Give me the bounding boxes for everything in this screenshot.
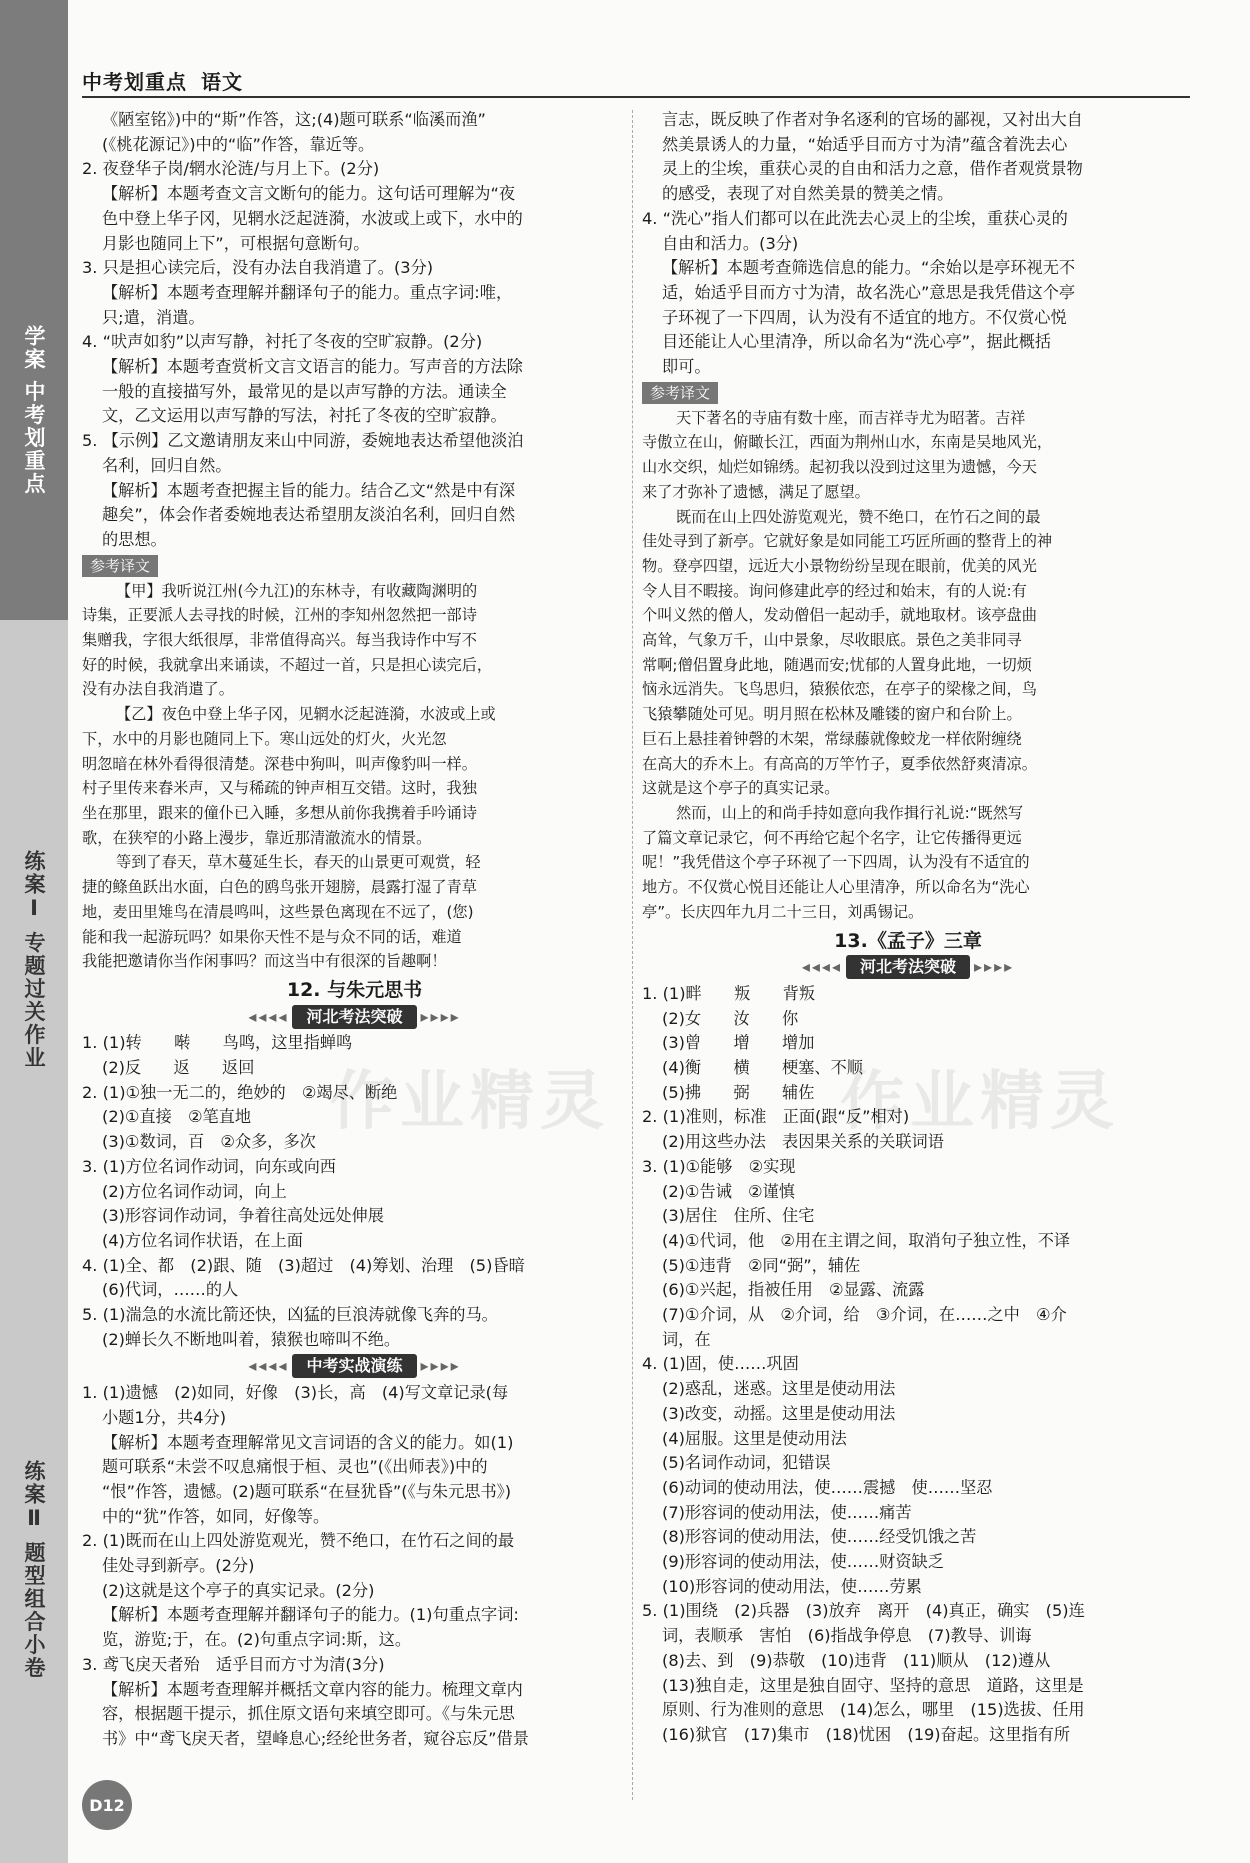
text-line: 我能把邀请你当作闲事吗？而这当中有很深的旨趣啊！ bbox=[82, 952, 447, 971]
text-line: 【解析】本题考查理解并翻译句子的能力。(1)句重点字词: bbox=[102, 1605, 519, 1625]
text-line: 2. (1)①独一无二的，绝妙的 ②竭尽、断绝 bbox=[82, 1082, 398, 1102]
text-line: 【解析】本题考查把握主旨的能力。结合乙文“然是中有深 bbox=[102, 480, 516, 500]
translation-tag: 参考译文 bbox=[82, 555, 158, 577]
text-line: 适，始适乎目而方寸为清，故名洗心”意思是我凭借这个亭 bbox=[662, 282, 1076, 302]
text-line: (3)形容词作动词，争着往高处远处伸展 bbox=[102, 1206, 384, 1226]
text-line: (9)形容词的使动用法，使……财资缺乏 bbox=[662, 1552, 944, 1572]
page-header bbox=[82, 66, 243, 95]
text-line: (2)用这些办法 表因果关系的关联词语 bbox=[662, 1132, 944, 1152]
header-rule bbox=[82, 96, 1190, 98]
text-line: 一般的直接描写外，最常见的是以声写静的方法。通读全 bbox=[102, 381, 507, 401]
section-band-label: 中考实战演练 bbox=[292, 1354, 416, 1378]
text-line: 题可联系“未尝不叹息痛恨于桓、灵也”(《出师表》)中的 bbox=[102, 1457, 488, 1477]
text-line: 子环视了一下四周，认为没有不适宜的地方。不仅赏心悦 bbox=[662, 307, 1067, 327]
text-line: (8)去、到 (9)恭敬 (10)违背 (11)顺从 (12)遵从 bbox=[662, 1650, 1051, 1670]
header-title: 中考划重点 bbox=[82, 70, 187, 94]
text-line: 4. (1)固，使……巩固 bbox=[642, 1354, 799, 1374]
text-line: (3)曾 增 增加 bbox=[662, 1033, 815, 1053]
text-line: (2)惑乱，迷惑。这里是使动用法 bbox=[662, 1379, 896, 1399]
text-line: 原则、行为准则的意思 (14)怎么，哪里 (15)选拔、任用 bbox=[662, 1700, 1085, 1720]
text-line: 村子里传来舂米声，又与稀疏的钟声相互交错。这时，我独 bbox=[82, 779, 477, 798]
text-line: 3. 鸢飞戾天者殆 适乎目而方寸为清(3分) bbox=[82, 1654, 385, 1674]
text-line: (16)狱官 (17)集市 (18)忧困 (19)奋起。这里指有所 bbox=[662, 1725, 1071, 1744]
section-band-label: 河北考法突破 bbox=[292, 1005, 416, 1029]
text-line: 来了才弥补了遗憾，满足了愿望。 bbox=[642, 482, 870, 501]
text-line: 然而，山上的和尚手持如意向我作揖行礼说:“既然写 bbox=[676, 803, 1024, 822]
text-line: 高耸，气象万千，山中景象，尽收眼底。景色之美非同寻 bbox=[642, 631, 1022, 650]
watermark: 作业精灵 bbox=[840, 1065, 1120, 1139]
page-number: D12 bbox=[82, 1780, 132, 1830]
text-line: (7)形容词的使动用法，使……痛苦 bbox=[662, 1502, 912, 1522]
text-line: 4. “洗心”指人们都可以在此洗去心灵上的尘埃，重获心灵的 bbox=[642, 208, 1068, 228]
text-line: 目还能让人心里清净，所以命名为“洗心亭”，据此概括 bbox=[662, 332, 1052, 352]
text-line: (8)形容词的使动用法，使……经受饥饿之苦 bbox=[662, 1527, 977, 1547]
text-line: 捷的鲦鱼跃出水面，白色的鸥鸟张开翅膀，晨露打湿了青草 bbox=[82, 878, 477, 897]
text-line: 小题1分，共4分) bbox=[102, 1407, 227, 1427]
section-title: 12. 与朱元思书 bbox=[286, 978, 423, 1001]
text-line: 寺傲立在山，俯瞰长江，西面为荆州山水，东南是吴地风光， bbox=[642, 433, 1053, 452]
text-line: 佳处寻到了新亭。它就好象是如同能工巧匠所画的整背上的神 bbox=[642, 532, 1053, 551]
text-line: (4)衡 横 梗塞、不顺 bbox=[662, 1058, 863, 1078]
text-line: 好的时候，我就拿出来诵读，不超过一首，只是担心读完后， bbox=[82, 655, 493, 674]
text-line: 等到了春天，草木蔓延生长，春天的山景更可观赏，轻 bbox=[116, 853, 481, 872]
text-line: 佳处寻到新亭。(2分) bbox=[102, 1556, 255, 1576]
text-line: 书》中“鸢飞戾天者，望峰息心;经纶世务者，窥谷忘反”借景 bbox=[102, 1729, 529, 1748]
text-line: (13)独自走，这里是独自固守、坚持的意思 道路，这里是 bbox=[662, 1675, 1084, 1695]
text-line: 容，根据题干提示，抓住原文语句来填空即可。《与朱元思 bbox=[102, 1704, 515, 1724]
text-line: 呢！”我凭借这个亭子环视了一下四周，认为没有不适宜的 bbox=[642, 853, 1030, 872]
text-line: 没有办法自我消遣了。 bbox=[82, 680, 234, 699]
text-line: “恨”作答，遗憾。(2)题可联系“在昼犹昏”(《与朱元思书》) bbox=[102, 1481, 512, 1501]
text-line: (3)改变，动摇。这里是使动用法 bbox=[662, 1403, 896, 1423]
text-line: 1. (1)遗憾 (2)如同，好像 (3)长，高 (4)写文章记录(每 bbox=[82, 1383, 509, 1403]
text-line: 5. (1)湍急的水流比箭还快，凶猛的巨浪涛就像飞奔的马。 bbox=[82, 1305, 498, 1325]
text-line: 【解析】本题考查理解常见文言词语的含义的能力。如(1) bbox=[102, 1432, 514, 1452]
text-line: 坐在那里，跟来的僮仆已入睡，多想从前你我携着手吟诵诗 bbox=[82, 803, 477, 822]
text-line: (10)形容词的使动用法，使……劳累 bbox=[662, 1576, 922, 1596]
text-line: 中的“犹”作答，如同，好像等。 bbox=[102, 1506, 330, 1526]
text-line: 山水交织，灿烂如锦绣。起初我以没到过这里为遗憾，今天 bbox=[642, 458, 1037, 477]
text-line: 这就是这个亭子的真实记录。 bbox=[642, 779, 840, 798]
text-line: 1. (1)转 啭 鸟鸣，这里指蝉鸣 bbox=[82, 1033, 353, 1053]
text-line: 明忽暗在林外看得很清楚。深巷中狗叫，叫声像豹叫一样。 bbox=[82, 754, 477, 773]
text-line: 天下著名的寺庙有数十座，而吉祥寺尤为昭著。吉祥 bbox=[676, 408, 1026, 427]
text-line: (4)屈服。这里是使动用法 bbox=[662, 1428, 847, 1448]
sidebar-tab-label: 学案 中考划重点 bbox=[22, 324, 46, 496]
text-line: (6)动词的使动用法，使……震撼 使……坚忍 bbox=[662, 1477, 993, 1497]
text-line: 集赠我，字很大纸很厚，非常值得高兴。每当我诗作中写不 bbox=[82, 631, 477, 650]
text-line: 【甲】我听说江州(今九江)的东林寺，有收藏陶渊明的 bbox=[116, 581, 478, 600]
text-line: 歌，在狭窄的小路上漫步，靠近那清澈流水的情景。 bbox=[82, 828, 432, 847]
text-line: 个叫义然的僧人，发动僧侣一起动手，就地取材。该亭盘曲 bbox=[642, 606, 1037, 625]
text-line: (2)①直接 ②笔直地 bbox=[102, 1107, 252, 1127]
text-line: (4)①代词，他 ②用在主谓之间，取消句子独立性，不译 bbox=[662, 1230, 1071, 1250]
sidebar-tab-lianan1[interactable] bbox=[0, 820, 68, 1100]
text-line: 4. “吠声如豹”以声写静，衬托了冬夜的空旷寂静。(2分) bbox=[82, 332, 483, 352]
text-line: (6)代词，……的人 bbox=[102, 1280, 239, 1300]
sidebar-tab-label: 练案Ⅰ 专题过关作业 bbox=[22, 850, 46, 1070]
text-line: 了篇文章记录它，何不再给它起个名字，让它传播得更远 bbox=[642, 828, 1022, 847]
text-line: 5. (1)围绕 (2)兵器 (3)放弃 离开 (4)真正，确实 (5)连 bbox=[642, 1601, 1085, 1621]
section-band: ◂◂◂◂ 河北考法突破 ▸▸▸▸ bbox=[642, 955, 1174, 980]
text-line: 2. 夜登华子岗/辋水沦涟/与月上下。(2分) bbox=[82, 159, 380, 179]
text-line: 的思想。 bbox=[102, 529, 167, 549]
header-subject: 语文 bbox=[201, 70, 243, 94]
text-line: 恼永远消失。飞鸟思归，猿猴依恋，在亭子的梁椽之间，鸟 bbox=[642, 680, 1037, 699]
text-line: (5)拂 弼 辅佐 bbox=[662, 1082, 815, 1102]
text-line: 趣矣”，体会作者委婉地表达希望朋友淡泊名利，回归自然 bbox=[102, 505, 516, 525]
text-line: (6)①兴起，指被任用 ②显露、流露 bbox=[662, 1280, 925, 1300]
text-line: (2)方位名词作动词，向上 bbox=[102, 1181, 287, 1201]
text-line: (3)①数词，百 ②众多，多次 bbox=[102, 1132, 316, 1152]
text-line: 的感受，表现了对自然美景的赞美之情。 bbox=[662, 184, 954, 204]
text-line: (5)名词作动词，犯错误 bbox=[662, 1453, 831, 1473]
text-line: (4)方位名词作状语，在上面 bbox=[102, 1230, 303, 1250]
translation-tag: 参考译文 bbox=[642, 382, 718, 404]
text-line: 【解析】本题考查赏析文言文语言的能力。写声音的方法除 bbox=[102, 357, 523, 377]
text-line: 地，麦田里雉鸟在清晨鸣叫，这些景色离现在不远了，(您) bbox=[82, 902, 474, 921]
text-line: 然美景诱人的力量，“始适乎目而方寸为清”蕴含着洗去心 bbox=[662, 134, 1068, 154]
text-line: 在高大的乔木上。有高高的万竿竹子，夏季依然舒爽清凉。 bbox=[642, 754, 1037, 773]
text-line: 词，在 bbox=[662, 1329, 711, 1349]
text-line: (2)①告诫 ②谨慎 bbox=[662, 1181, 795, 1201]
text-line: 地方。不仅赏心悦目还能让人心里清净，所以命名为“洗心 bbox=[642, 878, 1030, 897]
text-line: 【解析】本题考查理解并概括文章内容的能力。梳理文章内 bbox=[102, 1679, 523, 1699]
text-line: 既而在山上四处游览观光，赞不绝口，在竹石之间的最 bbox=[676, 507, 1041, 526]
text-line: 《陋室铭》)中的“斯”作答，这;(4)题可联系“临溪而渔” bbox=[102, 110, 486, 129]
text-line: 5. 【示例】乙文邀请朋友来山中同游，委婉地表达希望他淡泊 bbox=[82, 431, 524, 451]
right-column bbox=[642, 108, 1174, 1748]
text-line: 下，水中的月影也随同上下。寒山远处的灯火，火光忽 bbox=[82, 729, 447, 748]
text-line: 令人目不暇接。询问修建此亭的经过和始末，有的人说:有 bbox=[642, 581, 1027, 600]
left-column bbox=[82, 108, 627, 1752]
text-line: 2. (1)准则，标准 正面(跟“反”相对) bbox=[642, 1107, 910, 1127]
text-line: 【乙】夜色中登上华子冈，见辋水泛起涟漪，水波或上或 bbox=[116, 705, 496, 724]
text-line: (《桃花源记》)中的“临”作答，靠近等。 bbox=[102, 134, 375, 154]
text-line: 色中登上华子冈，见辋水泛起涟漪，水波或上或下，水中的 bbox=[102, 208, 523, 228]
sidebar-tab-label: 练案Ⅱ 题型组合小卷 bbox=[22, 1460, 46, 1680]
text-line: 即可。 bbox=[662, 357, 711, 377]
text-line: 文，乙文运用以声写静的写法，衬托了冬夜的空旷寂静。 bbox=[102, 406, 507, 426]
column-divider bbox=[632, 110, 633, 1800]
text-line: 4. (1)全、都 (2)跟、随 (3)超过 (4)筹划、治理 (5)昏暗 bbox=[82, 1255, 525, 1275]
text-line: 诗集，正要派人去寻找的时候，江州的李知州忽然把一部诗 bbox=[82, 606, 477, 625]
text-line: 3. (1)方位名词作动词，向东或向西 bbox=[82, 1156, 336, 1176]
text-line: 言志，既反映了作者对争名逐利的官场的鄙视，又衬出大自 bbox=[662, 110, 1083, 129]
text-line: (2)这就是这个亭子的真实记录。(2分) bbox=[102, 1580, 375, 1600]
text-line: 月影也随同上下”，可根据句意断句。 bbox=[102, 233, 370, 253]
sidebar-tab-lianan2[interactable] bbox=[0, 1440, 68, 1700]
section-band-label: 河北考法突破 bbox=[846, 955, 970, 979]
text-line: 亭”。长庆四年九月二十三日，刘禹锡记。 bbox=[642, 902, 924, 921]
text-line: 【解析】本题考查理解并翻译句子的能力。重点字词:唯， bbox=[102, 282, 513, 302]
text-line: 3. (1)①能够 ②实现 bbox=[642, 1156, 796, 1176]
text-line: 2. (1)既而在山上四处游览观光，赞不绝口，在竹石之间的最 bbox=[82, 1531, 515, 1551]
text-line: (2)蝉长久不断地叫着，猿猴也啼叫不绝。 bbox=[102, 1329, 401, 1349]
text-line: (2)女 汝 你 bbox=[662, 1008, 799, 1028]
text-line: 名利，回归自然。 bbox=[102, 455, 232, 475]
text-line: 飞猿攀随处可见。明月照在松林及雕镂的窗户和台阶上。 bbox=[642, 705, 1022, 724]
text-line: (2)反 返 返回 bbox=[102, 1058, 255, 1078]
text-line: 词，表顺承 害怕 (6)指战争停息 (7)教导、训诲 bbox=[662, 1626, 1032, 1646]
sidebar-tab-xuean[interactable] bbox=[0, 0, 68, 620]
text-line: (5)①违背 ②同“弼”，辅佐 bbox=[662, 1255, 861, 1275]
text-line: 【解析】本题考查筛选信息的能力。“余始以是亭环视无不 bbox=[662, 258, 1076, 278]
text-line: (7)①介词，从 ②介词，给 ③介词，在……之中 ④介 bbox=[662, 1305, 1067, 1325]
text-line: 【解析】本题考查文言文断句的能力。这句话可理解为“夜 bbox=[102, 184, 516, 204]
text-line: 常啊;僧侣置身此地，随遇而安;忧郁的人置身此地，一切烦 bbox=[642, 655, 1032, 674]
text-line: 灵上的尘埃，重获心灵的自由和活力之意，借作者观赏景物 bbox=[662, 159, 1083, 179]
text-line: 自由和活力。(3分) bbox=[662, 233, 799, 253]
text-line: 物。登亭四望，远近大小景物纷纷呈现在眼前，优美的风光 bbox=[642, 556, 1037, 575]
text-line: 能和我一起游玩吗？如果你天性不是与众不同的话，难道 bbox=[82, 927, 462, 946]
sidebar bbox=[0, 0, 68, 1863]
section-band: ◂◂◂◂ 河北考法突破 ▸▸▸▸ bbox=[82, 1005, 627, 1030]
text-line: 览，游览;于，在。(2)句重点字词:斯，这。 bbox=[102, 1630, 412, 1650]
watermark: 作业精灵 bbox=[330, 1065, 610, 1139]
text-line: 只;遣，消遣。 bbox=[102, 307, 205, 327]
section-band: ◂◂◂◂ 中考实战演练 ▸▸▸▸ bbox=[82, 1354, 627, 1379]
text-line: (3)居住 住所、住宅 bbox=[662, 1206, 815, 1226]
text-line: 1. (1)畔 叛 背叛 bbox=[642, 983, 816, 1003]
section-title: 13.《孟子》三章 bbox=[834, 929, 982, 952]
text-line: 3. 只是担心读完后，没有办法自我消遣了。(3分) bbox=[82, 258, 434, 278]
text-line: 巨石上悬挂着钟磬的木架，常绿藤就像蛟龙一样依附缠绕 bbox=[642, 729, 1022, 748]
